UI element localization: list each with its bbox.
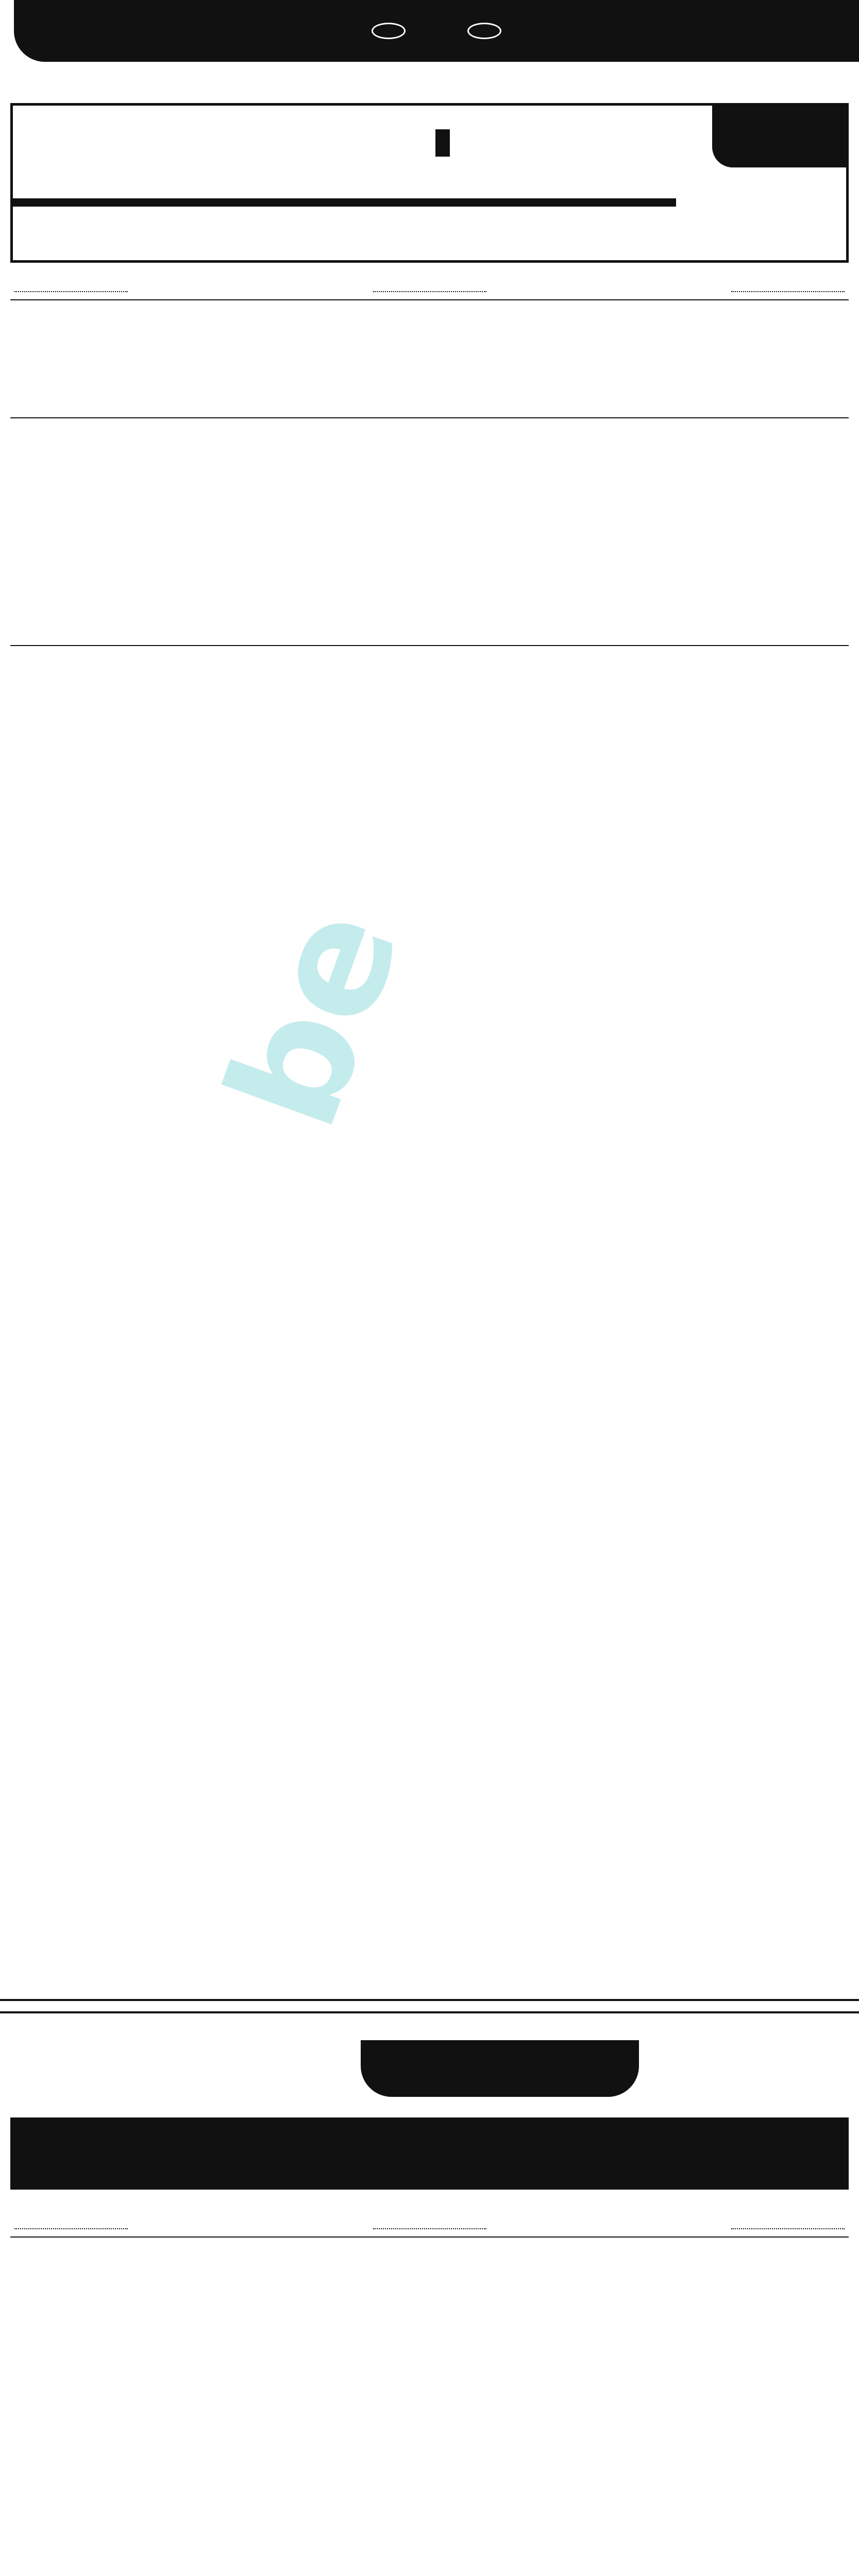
answer-grid xyxy=(10,417,849,646)
pattern-bar xyxy=(13,198,676,207)
board-name xyxy=(183,115,712,158)
page-divider xyxy=(0,1999,859,2013)
ornament-icon xyxy=(467,23,501,39)
subject-tab-2 xyxy=(361,2040,639,2097)
roll-info-line xyxy=(10,278,849,300)
group-badge xyxy=(435,129,450,157)
title-box xyxy=(10,103,849,263)
part2-board-title xyxy=(10,2117,849,2190)
paper-number-badge xyxy=(712,106,846,167)
ornament-icon xyxy=(372,23,406,39)
watermark-logo: be xyxy=(192,885,435,1149)
subject-tab xyxy=(14,0,859,62)
roll-info-line-2 xyxy=(10,2215,849,2238)
